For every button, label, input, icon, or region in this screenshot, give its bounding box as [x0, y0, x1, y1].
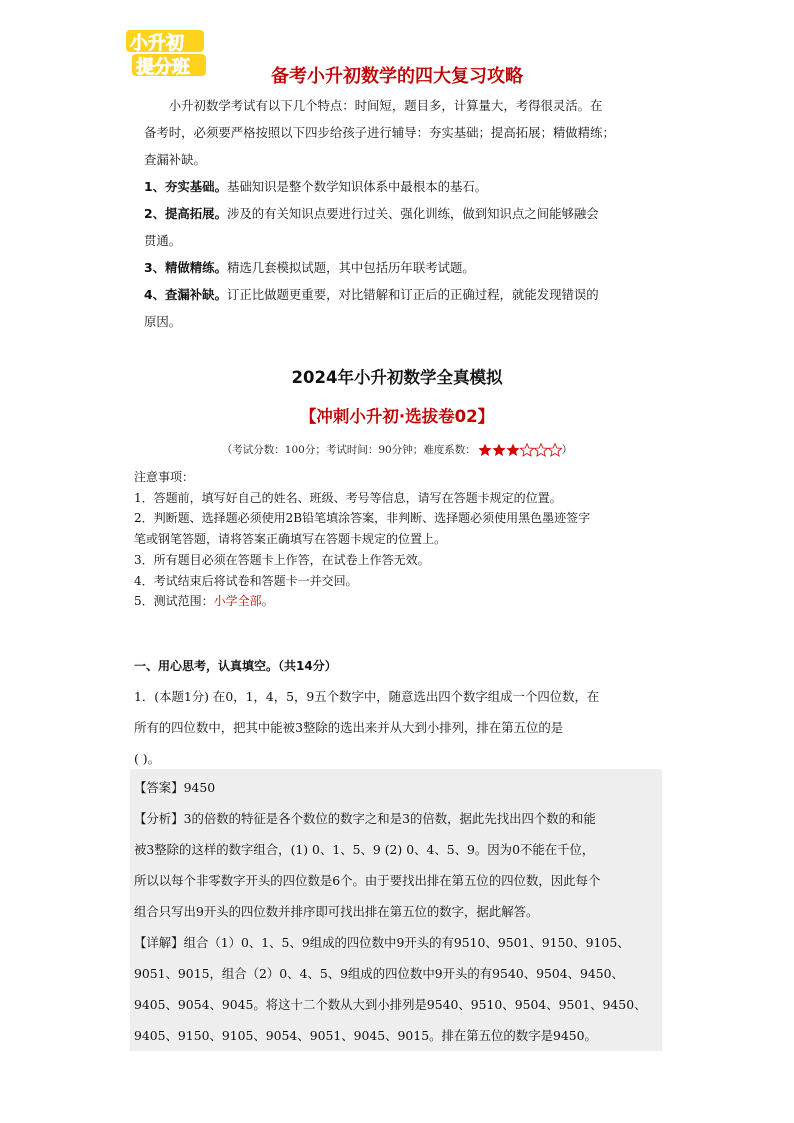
svg-text:提分班: 提分班 [136, 57, 190, 78]
question-line: 所有的四位数中，把其中能被3整除的选出来并从大到小排列，排在第五位的是 [134, 720, 564, 735]
note-line: 4．考试结束后将试卷和答题卡一并交回。 [134, 573, 358, 588]
tip-text: 基础知识是整个数学知识体系中最根本的基石。 [226, 179, 488, 194]
tip-cont: 原因。 [144, 314, 182, 329]
tip-item [144, 254, 664, 281]
star-empty-icon [520, 443, 534, 457]
difficulty-stars [478, 443, 562, 457]
study-tips [144, 92, 664, 335]
answer-tag: 【答案】 [134, 780, 184, 795]
note-line: 1．答题前，填写好自己的姓名、班级、考号等信息，请写在答题卡规定的位置。 [134, 490, 562, 505]
answer-blank: ( )。 [134, 751, 160, 766]
tip-label: 1、夯实基础。 [144, 179, 227, 194]
tip-text: 涉及的有关知识点要进行过关、强化训练，做到知识点之间能够融会 [226, 206, 599, 221]
star-filled-icon [478, 443, 492, 457]
note-line: 3．所有题目必须在答题卡上作答，在试卷上作答无效。 [134, 552, 430, 567]
analysis-text: 3的倍数的特征是各个数位的数字之和是3的倍数，据此先找出四个数的和能 [183, 811, 596, 826]
exam-meta-text: （考试分数：100分；考试时间：90分钟；难度系数： [221, 444, 476, 456]
scope-value: 小学全部 [213, 594, 262, 609]
svg-text:小升初: 小升初 [130, 33, 184, 54]
detail-text: 组合（1）0、1、5、9组成的四位数中9开头的有9510、9501、9150、9105、 [183, 935, 630, 950]
exam-subtitle: 【冲刺小升初·选拔卷02】 [299, 407, 495, 426]
section-heading: 一、用心思考，认真填空。（共14分） [134, 659, 337, 673]
exam-meta [0, 442, 794, 457]
answer-content [134, 772, 664, 1051]
question-1 [134, 681, 664, 774]
tip-label: 4、查漏补缺。 [144, 287, 227, 302]
scope-suffix: 。 [261, 594, 274, 609]
tip-item [144, 281, 664, 308]
note-line: 笔或钢笔答题，请将答案正确填写在答题卡规定的位置上。 [134, 532, 447, 547]
exam-notes [134, 467, 664, 612]
star-filled-icon [492, 443, 506, 457]
exam-meta-end: ） [561, 444, 573, 456]
exam-title: 2024年小升初数学全真模拟 [291, 368, 503, 387]
star-empty-icon [534, 443, 548, 457]
star-filled-icon [506, 443, 520, 457]
intro-line: 备考时，必须要严格按照以下四步给孩子进行辅导：夯实基础；提高拓展；精做精练； [144, 125, 615, 140]
answer-value: 9450 [183, 780, 216, 795]
notes-heading: 注意事项： [134, 470, 195, 484]
tip-text: 订正比做题更重要，对比错解和订正后的正确过程，就能发现错误的 [226, 287, 599, 302]
intro-line: 小升初数学考试有以下几个特点：时间短，题目多，计算量大，考得很灵活。在 [168, 98, 603, 113]
note-line: 2．判断题、选择题必须使用2B铅笔填涂答案，非判断、选择题必须使用黑色墨迹签字 [134, 511, 591, 526]
tip-item [144, 173, 664, 200]
detail-line: 9051、9015，组合（2）0、4、5、9组成的四位数中9开头的有9540、9504、9450、 [134, 966, 624, 981]
question-line: 1．(本题1分) 在0，1，4，5，9五个数字中，随意选出四个数字组成一个四位数，在 [134, 689, 600, 704]
page-title-text: 备考小升初数学的四大复习攻略 [271, 66, 523, 87]
tip-cont: 贯通。 [144, 233, 182, 248]
tip-label: 3、精做精练。 [144, 260, 227, 275]
analysis-line: 组合只写出9开头的四位数并排序即可找出排在第五位的数字，据此解答。 [134, 904, 539, 919]
detail-line: 9405、9054、9045。将这十二个数从大到小排列是9540、9510、9504、9501、9450、 [134, 997, 647, 1012]
tip-text: 精选几套模拟试题，其中包括历年联考试题。 [226, 260, 475, 275]
page-title [0, 62, 794, 88]
tip-label: 2、提高拓展。 [144, 206, 227, 221]
scope-prefix: 5．测试范围： [134, 594, 214, 609]
tip-item [144, 200, 664, 227]
detail-line [134, 927, 664, 958]
detail-line: 9405、9150、9105、9054、9051、9045、9015。排在第五位的数字是9450。 [134, 1028, 597, 1043]
detail-tag: 【详解】 [134, 935, 184, 950]
analysis-tag: 【分析】 [134, 811, 184, 826]
answer-line [134, 772, 664, 803]
star-empty-icon [548, 443, 562, 457]
intro-line: 查漏补缺。 [144, 152, 206, 167]
note-scope [134, 591, 664, 612]
analysis-line: 被3整除的这样的数字组合，(1) 0、1、5、9 (2) 0、4、5、9。因为0不能在千位， [134, 842, 595, 857]
analysis-line: 所以以每个非零数字开头的四位数是6个。由于要找出排在第五位的四位数，因此每个 [134, 873, 601, 888]
analysis-line [134, 803, 664, 834]
